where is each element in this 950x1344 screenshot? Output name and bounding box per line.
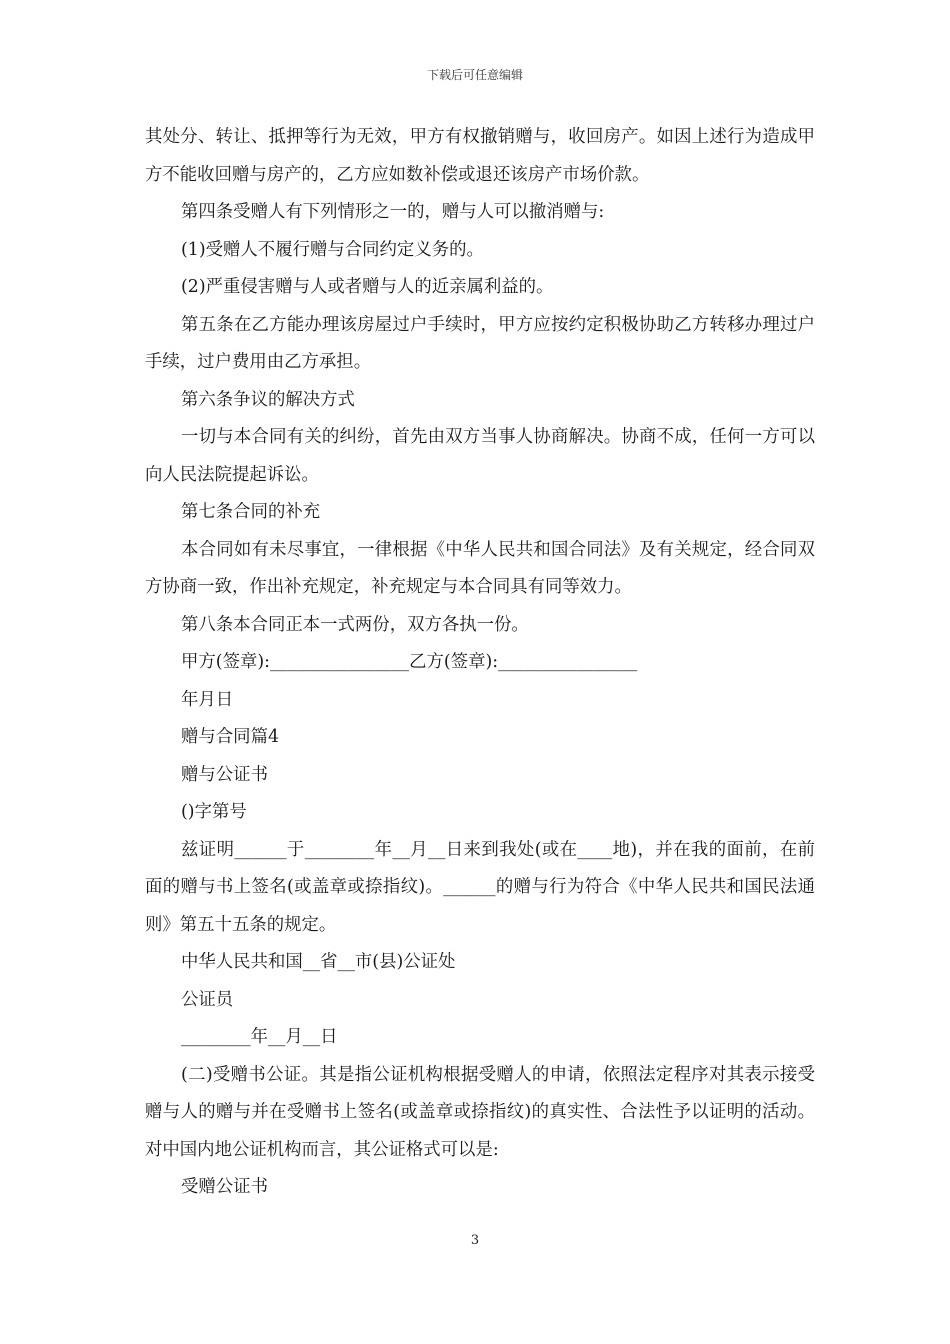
paragraph: 中华人民共和国__省__市(县)公证处 xyxy=(181,952,456,972)
paragraph: 兹证明______于________年__月__日来到我处(或在____地)，并在我的面前，在前面的赠与书上签名(或盖章或捺指纹)。______的赠与行为符合《中华人民共和国民法通则》第五十五条的规定。 xyxy=(145,839,815,935)
paragraph: (二)受赠书公证。其是指公证机构根据受赠人的申请，依照法定程序对其表示接受赠与人的赠与并在受赠书上签名(或盖章或捺指纹)的真实性、合法性予以证明的活动。对中国内地公证机构而言，其公证格式可以是: xyxy=(145,1064,815,1160)
page-number: 3 xyxy=(470,1233,480,1248)
paragraph: ()字第号 xyxy=(181,802,247,822)
paragraph: 甲方(签章):________________乙方(签章):________________ xyxy=(181,652,638,672)
paragraph: 赠与公证书 xyxy=(181,764,268,785)
paragraph: 赠与合同篇4 xyxy=(181,727,280,747)
paragraph: 一切与本合同有关的纠纷，首先由双方当事人协商解决。协商不成，任何一方可以向人民法院提起诉讼。 xyxy=(145,427,815,485)
paragraph: 受赠公证书 xyxy=(181,1177,268,1197)
paragraph: 公证员 xyxy=(181,989,234,1010)
paragraph: ________年__月__日 xyxy=(181,1027,338,1047)
paragraph: 第八条本合同正本一式两份，双方各执一份。 xyxy=(181,614,529,635)
paragraph: 年月日 xyxy=(181,689,234,710)
paragraph: 第四条受赠人有下列情形之一的，赠与人可以撤消赠与: xyxy=(181,202,605,222)
paragraph: 第六条争议的解决方式 xyxy=(181,389,355,410)
document-body xyxy=(145,119,815,1207)
page-header: 下载后可任意编辑 xyxy=(426,68,523,82)
paragraph: 第七条合同的补充 xyxy=(181,502,321,522)
paragraph: 第五条在乙方能办理该房屋过户手续时，甲方应按约定积极协助乙方转移办理过户手续，过户费用由乙方承担。 xyxy=(145,314,815,372)
paragraph: (1)受赠人不履行赠与合同约定义务的。 xyxy=(181,239,484,260)
paragraph: (2)严重侵害赠与人或者赠与人的近亲属利益的。 xyxy=(181,277,554,297)
paragraph: 其处分、转让、抵押等行为无效，甲方有权撤销赠与，收回房产。如因上述行为造成甲方不能收回赠与房产的，乙方应如数补偿或退还该房产市场价款。 xyxy=(145,127,815,185)
paragraph: 本合同如有未尽事宜，一律根据《中华人民共和国合同法》及有关规定，经合同双方协商一致，作出补充规定，补充规定与本合同具有同等效力。 xyxy=(145,539,815,597)
